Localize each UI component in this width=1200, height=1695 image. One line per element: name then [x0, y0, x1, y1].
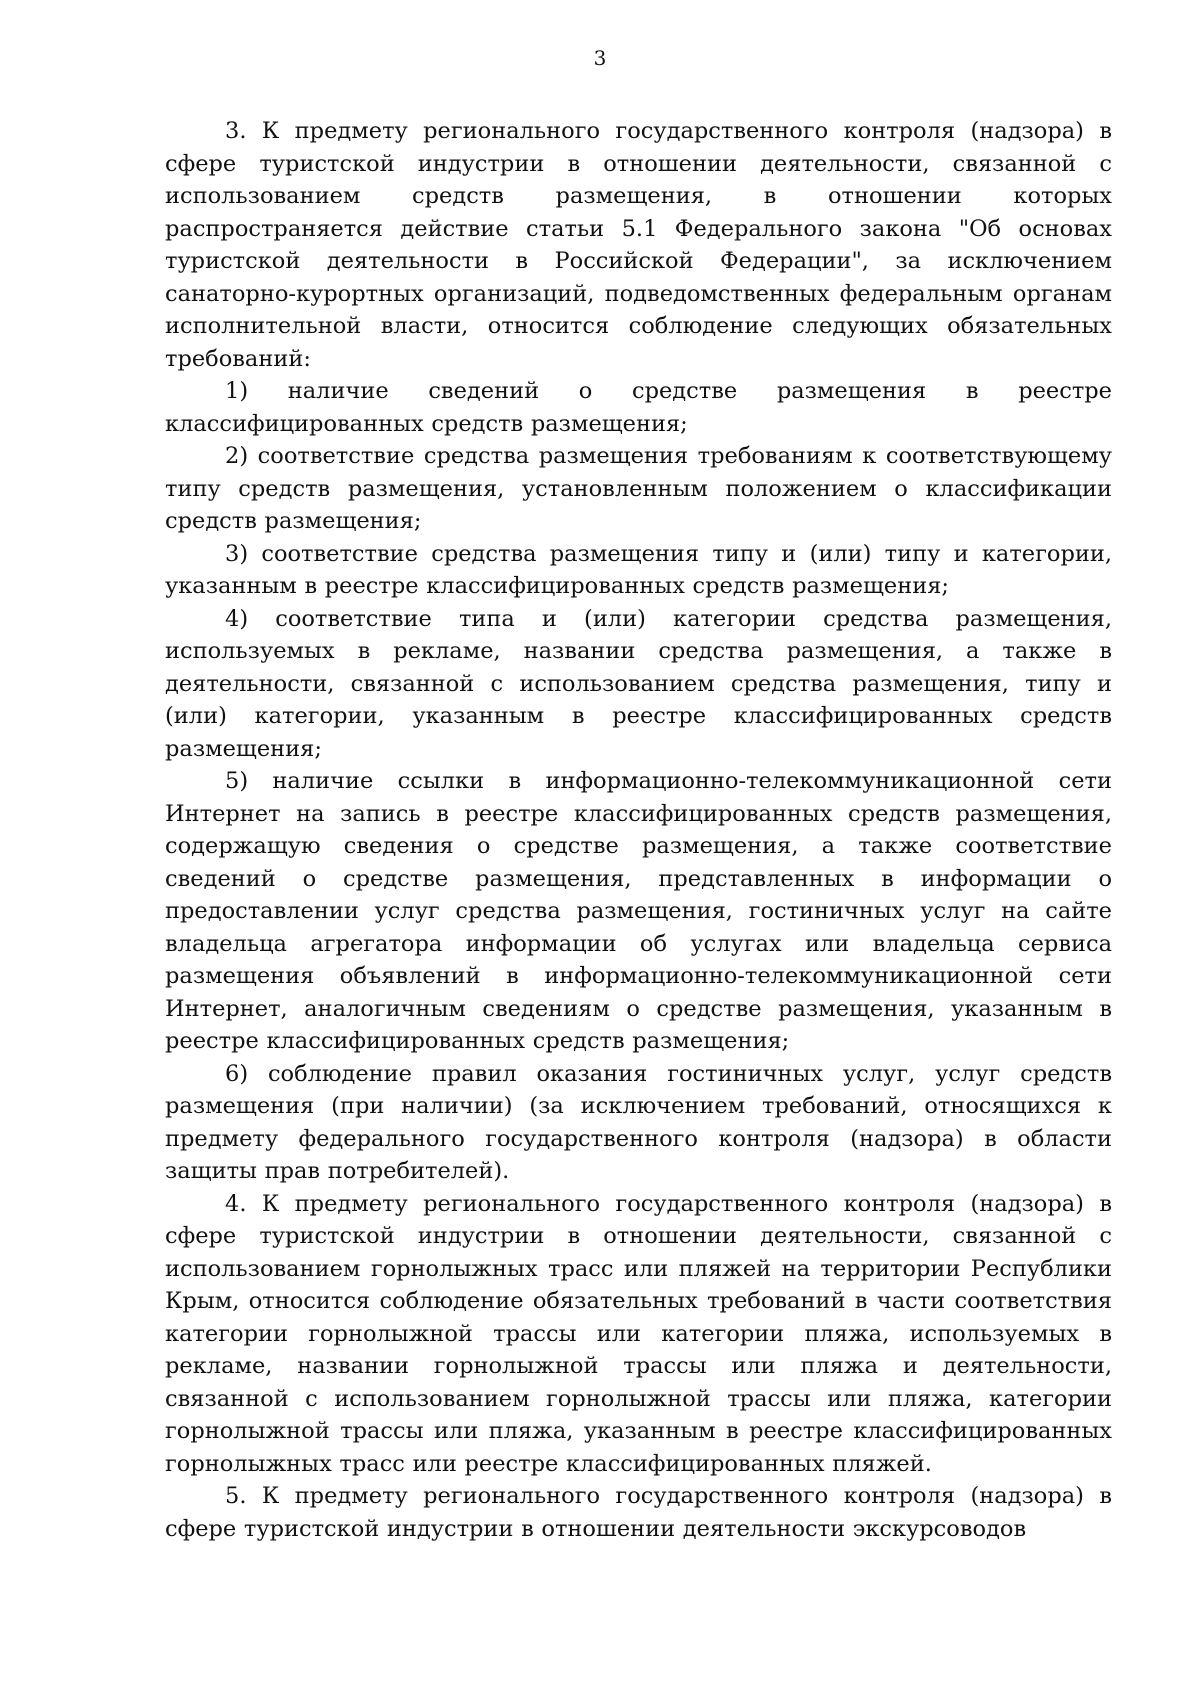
paragraph-clause-4: 4. К предмету регионального государственного контроля (надзора) в сфере туристской индустрии в отношении деятельности, связанной с использованием горнолыжных трасс или пляжей на территории Республики Крым, относится соблюдение обязательных требований в части соответствия категории горнолыжной трассы или категории пляжа, используемых в рекламе, названии горнолыжной трассы или пляжа и деятельности, связанной с использованием горнолыжной трассы или пляжа, категории горнолыжной трассы или пляжа, указанным в реестре классифицированных горнолыжных трасс или реестре классифицированных пляжей. [165, 1190, 1112, 1477]
paragraph-item-6: 6) соблюдение правил оказания гостиничных услуг, услуг средств размещения (при наличии) (за исключением требований, относящихся к предмету федерального государственного контроля (надзора) в области защиты прав потребителей). [165, 1060, 1112, 1184]
paragraph-item-3: 3) соответствие средства размещения типу и (или) типу и категории, указанным в реестре классифицированных средств размещения; [165, 540, 1112, 599]
paragraph-item-2: 2) соответствие средства размещения требованиям к соответствующему типу средств размещения, установленным положением о классификации средств размещения; [165, 443, 1112, 534]
paragraph-item-4: 4) соответствие типа и (или) категории средства размещения, используемых в рекламе, названии средства размещения, а также в деятельности, связанной с использованием средства размещения, типу и (или) категории, указанным в реестре классифицированных средств размещения; [165, 605, 1112, 762]
paragraph-clause-3: 3. К предмету регионального государственного контроля (надзора) в сфере туристской индустрии в отношении деятельности, связанной с использованием средств размещения, в отношении которых распространяется действие статьи 5.1 Федерального закона "Об основах туристской деятельности в Российской Федерации", за исключением санаторно-курортных организаций, подведомственных федеральным органам исполнительной власти, относится соблюдение следующих обязательных требований: [165, 118, 1112, 372]
paragraph-item-5: 5) наличие ссылки в информационно-телекоммуникационной сети Интернет на запись в реестре классифицированных средств размещения, содержащую сведения о средстве размещения, а также соответствие сведений о средстве размещения, представленных в информации о предоставлении услуг средства размещения, гостиничных услуг на сайте владельца агрегатора информации об услугах или владельца сервиса размещения объявлений в информационно-телекоммуникационной сети Интернет, аналогичным сведениям о средстве размещения, указанным в реестре классифицированных средств размещения; [165, 768, 1112, 1054]
paragraph-item-1: 1) наличие сведений о средстве размещения в реестре классифицированных средств размещения; [165, 378, 1112, 437]
document-body [165, 115, 1112, 1545]
paragraph-clause-5: 5. К предмету регионального государственного контроля (надзора) в сфере туристской индустрии в отношении деятельности экскурсоводов [165, 1483, 1112, 1542]
page-number: 3 [593, 46, 607, 70]
